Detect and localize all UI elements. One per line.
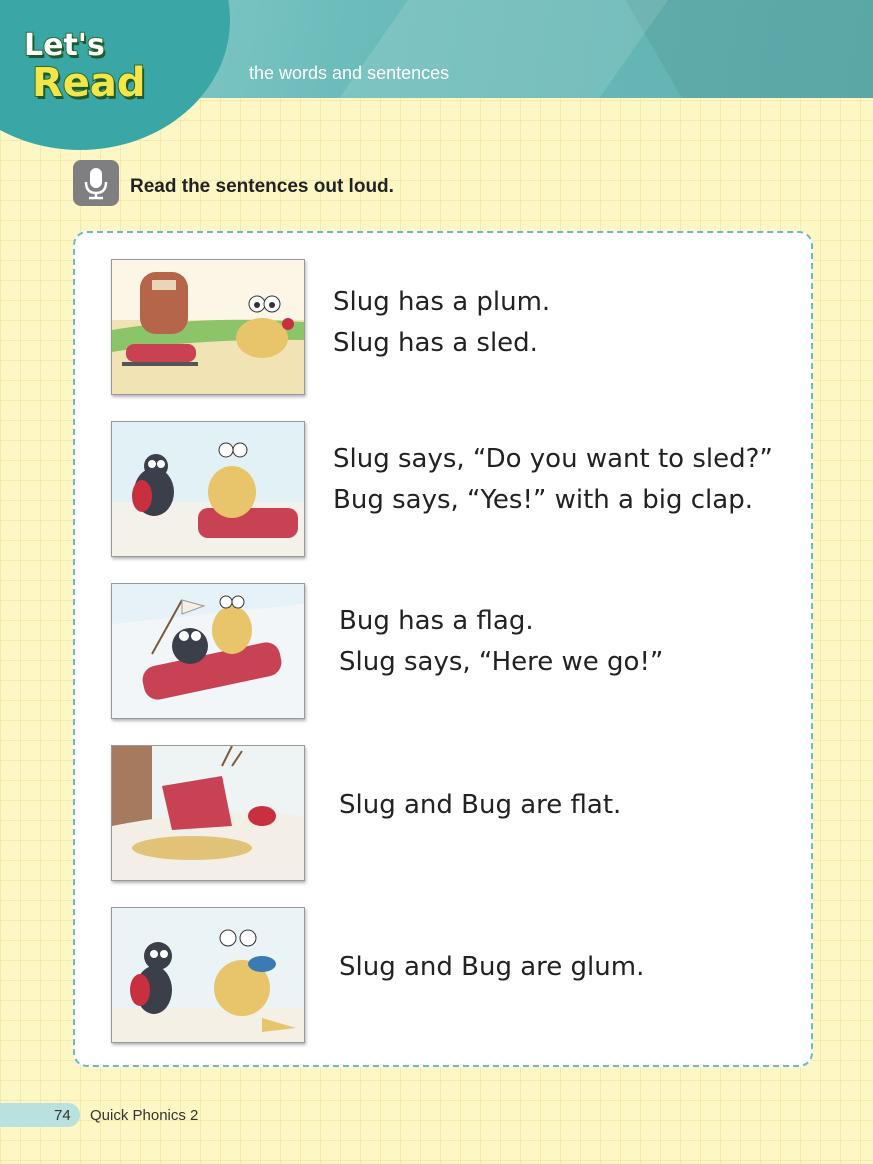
bug-with-flag-on-sled-illustration [111,583,305,719]
book-title: Quick Phonics 2 [90,1107,199,1124]
sentence-group-5 [339,947,644,988]
badge-title-read: Read [32,60,146,106]
sentence: Slug and Bug are glum. [339,952,645,982]
microphone-icon [73,160,119,206]
sentence: Slug has a plum. [333,287,551,317]
slug-with-plum-and-sled-illustration [111,259,305,395]
sentence-group-1 [333,282,550,364]
slug-and-bug-talking-illustration [111,421,305,557]
glum-slug-and-bug-illustration [111,907,305,1043]
sentence-group-2 [333,439,773,521]
page-number: 74 [54,1107,71,1124]
crashed-sled-illustration [111,745,305,881]
sentence: Slug and Bug are flat. [339,790,622,820]
reading-panel [73,231,813,1067]
sentence: Slug says, “Do you want to sled?” [333,444,773,474]
sentence: Bug has a flag. [339,606,534,636]
sentence: Slug has a sled. [333,328,538,358]
sentence-group-4 [339,785,621,826]
sentence: Bug says, “Yes!” with a big clap. [333,485,753,515]
sentence: Slug says, “Here we go!” [339,647,664,677]
instruction-text: Read the sentences out loud. [130,176,394,197]
badge-title-lets: Let's [24,28,105,63]
header-subtitle: the words and sentences [249,63,450,83]
sentence-group-3 [339,601,663,683]
